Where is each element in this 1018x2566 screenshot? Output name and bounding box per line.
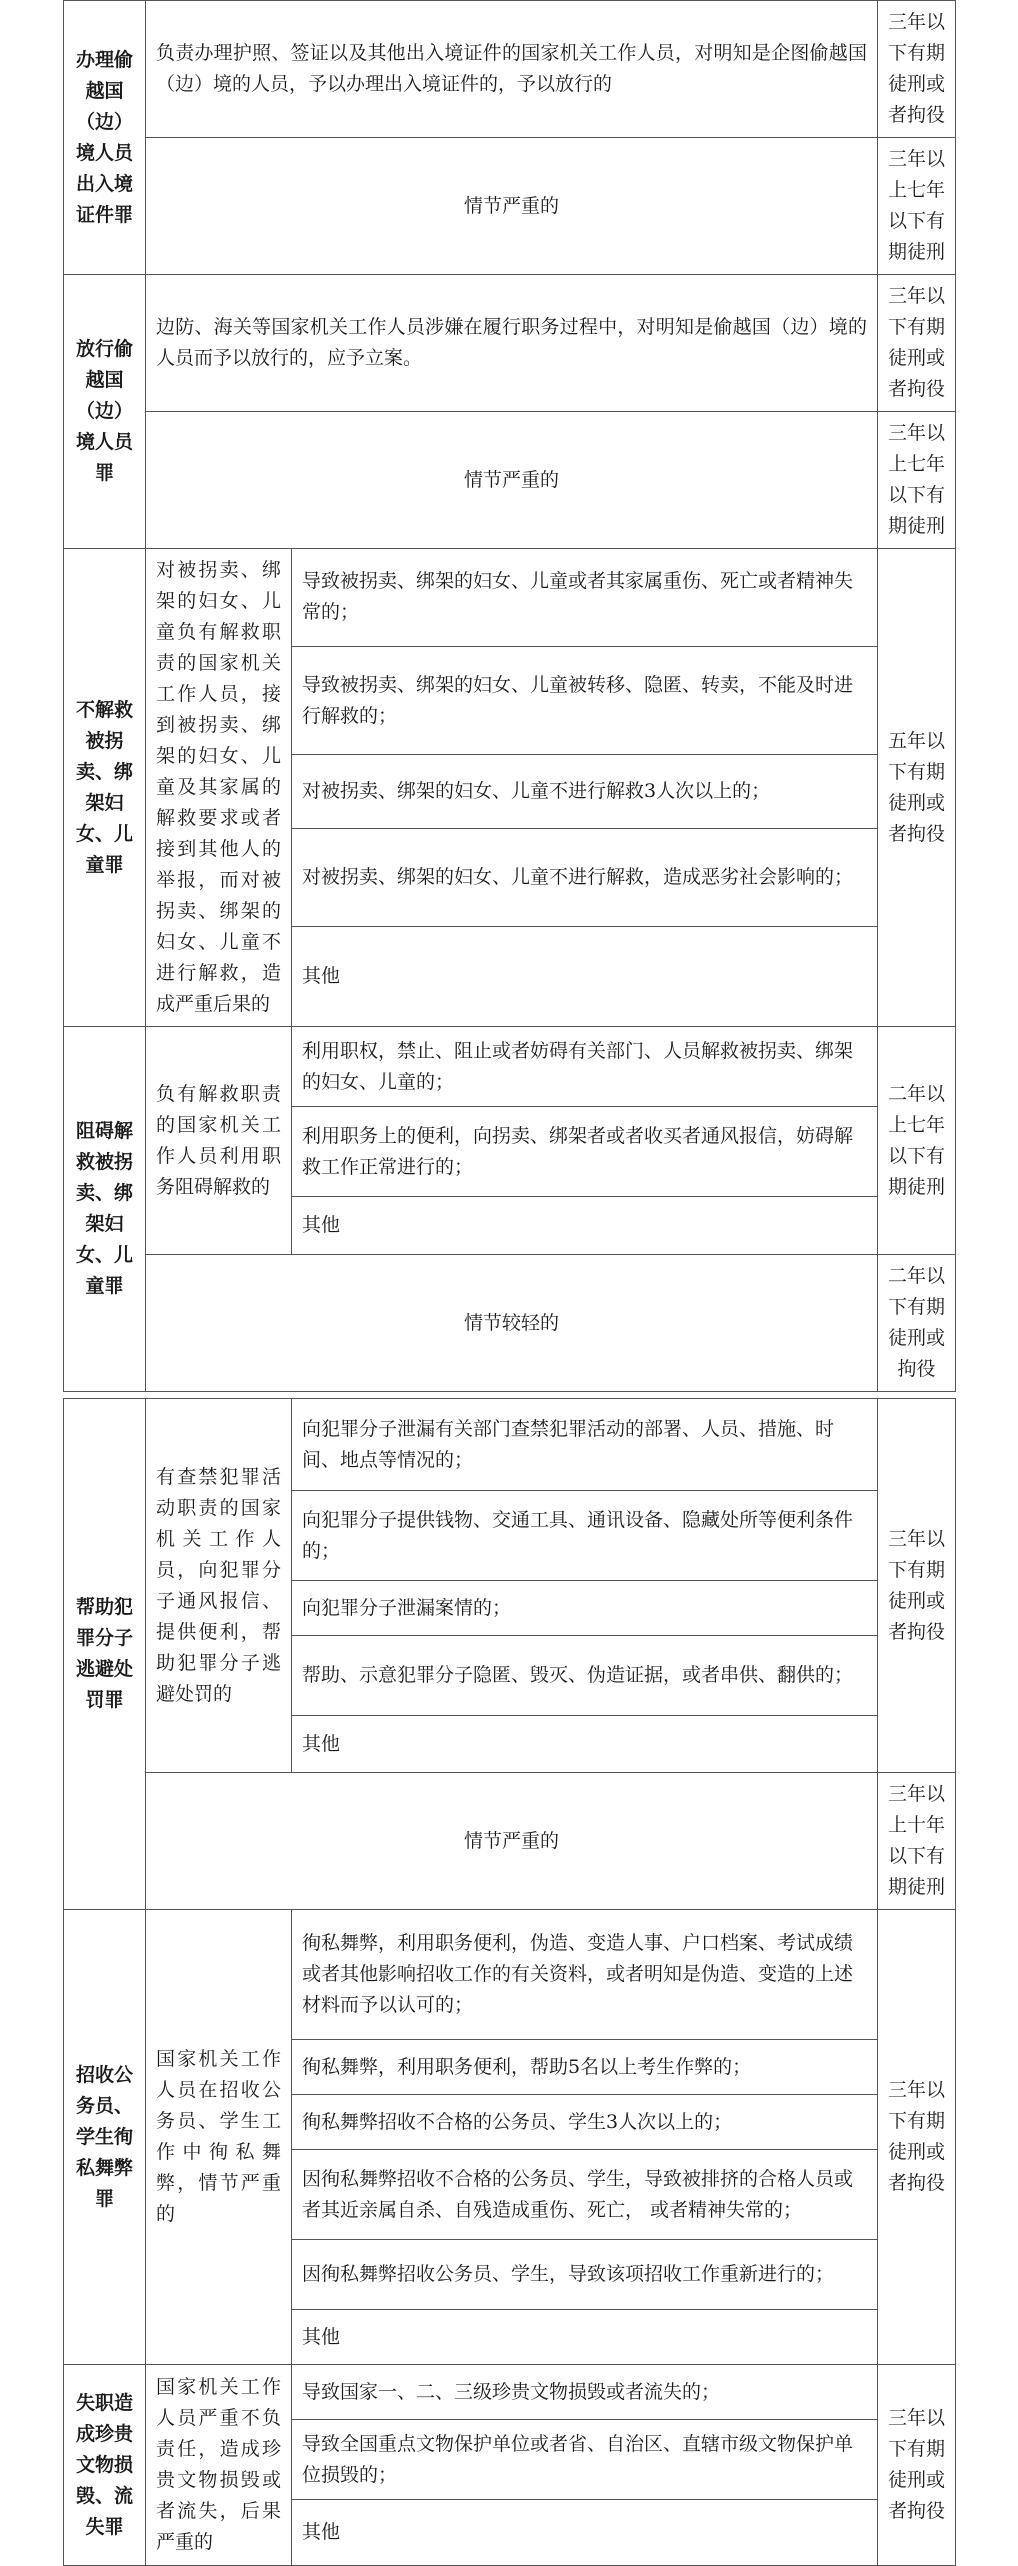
- condition-cell: 导致国家一、二、三级珍贵文物损毁或者流失的；: [292, 2365, 878, 2420]
- crime-description: 国家机关工作人员严重不负责任，造成珍贵文物损毁或者流失，后果严重的: [146, 2365, 292, 2566]
- crime-description: 边防、海关等国家机关工作人员涉嫌在履行职务过程中，对明知是偷越国（边）境的人员而予以放行的，应予立案。: [146, 275, 878, 412]
- penalty-cell: 三年以下有期徒刑或者拘役: [878, 1910, 956, 2365]
- condition-cell: 帮助、示意犯罪分子隐匿、毁灭、伪造证据，或者串供、翻供的；: [292, 1636, 878, 1716]
- crime-name: 帮助犯罪分子逃避处罚罪: [64, 1399, 146, 1910]
- penalty-cell: 三年以下有期徒刑或者拘役: [878, 1399, 956, 1773]
- severe-circumstance: 情节严重的: [146, 412, 878, 549]
- condition-cell: 因徇私舞弊招收不合格的公务员、学生，导致被排挤的合格人员或者其近亲属自杀、自残造成重伤、死亡， 或者精神失常的；: [292, 2150, 878, 2240]
- table-row: [64, 1255, 956, 1392]
- penalty-cell: 二年以上七年以下有期徒刑: [878, 1027, 956, 1255]
- crime-penalty-table: [63, 0, 956, 2566]
- severe-circumstance: 情节严重的: [146, 1773, 878, 1910]
- condition-cell: 向犯罪分子提供钱物、交通工具、通讯设备、隐藏处所等便利条件的；: [292, 1491, 878, 1581]
- table-row: [64, 412, 956, 549]
- condition-cell: 因徇私舞弊招收公务员、学生，导致该项招收工作重新进行的；: [292, 2240, 878, 2310]
- condition-cell: 向犯罪分子泄漏案情的；: [292, 1581, 878, 1636]
- table-row: [64, 275, 956, 412]
- condition-cell: 其他: [292, 2500, 878, 2566]
- table-row: [64, 1910, 956, 2040]
- condition-cell: 徇私舞弊招收不合格的公务员、学生3人次以上的；: [292, 2095, 878, 2150]
- penalty-cell: 三年以下有期徒刑或者拘役: [878, 275, 956, 412]
- table-gap: [64, 1392, 956, 1399]
- penalty-cell: 五年以下有期徒刑或者拘役: [878, 549, 956, 1027]
- crime-name: 办理偷越国（边）境人员出入境证件罪: [64, 1, 146, 275]
- condition-cell: 徇私舞弊，利用职务便利，伪造、变造人事、户口档案、考试成绩或者其他影响招收工作的有关资料，或者明知是伪造、变造的上述材料而予以认可的；: [292, 1910, 878, 2040]
- penalty-cell: 三年以上七年以下有期徒刑: [878, 138, 956, 275]
- table-row: [64, 1027, 956, 1107]
- crime-description: 负责办理护照、签证以及其他出入境证件的国家机关工作人员，对明知是企图偷越国（边）境的人员，予以办理出入境证件的，予以放行的: [146, 1, 878, 138]
- condition-cell: 对被拐卖、绑架的妇女、儿童不进行解救3人次以上的；: [292, 755, 878, 829]
- table-row: [64, 138, 956, 275]
- crime-name: 放行偷越国（边）境人员罪: [64, 275, 146, 549]
- table-row: [64, 1773, 956, 1910]
- crime-description: 对被拐卖、绑架的妇女、儿童负有解救职责的国家机关工作人员，接到被拐卖、绑架的妇女、儿童及其家属的解救要求或者接到其他人的举报，而对被拐卖、绑架的妇女、儿童不进行解救，造成严重后果的: [146, 549, 292, 1027]
- crime-description: 国家机关工作人员在招收公务员、学生工作中徇私舞弊，情节严重的: [146, 1910, 292, 2365]
- light-circumstance: 情节较轻的: [146, 1255, 878, 1392]
- crime-name: 失职造成珍贵文物损毁、流失罪: [64, 2365, 146, 2566]
- condition-cell: 导致被拐卖、绑架的妇女、儿童被转移、隐匿、转卖，不能及时进行解救的；: [292, 646, 878, 755]
- crime-name: 阻碍解救被拐卖、绑架妇女、儿童罪: [64, 1027, 146, 1392]
- penalty-cell: 二年以下有期徒刑或拘役: [878, 1255, 956, 1392]
- condition-cell: 向犯罪分子泄漏有关部门查禁犯罪活动的部署、人员、措施、时间、地点等情况的；: [292, 1399, 878, 1491]
- penalty-cell: 三年以下有期徒刑或者拘役: [878, 1, 956, 138]
- condition-cell: 徇私舞弊，利用职务便利，帮助5名以上考生作弊的；: [292, 2040, 878, 2095]
- penalty-cell: 三年以下有期徒刑或者拘役: [878, 2365, 956, 2566]
- crime-description: 负有解救职责的国家机关工作人员利用职务阻碍解救的: [146, 1027, 292, 1255]
- penalty-cell: 三年以上十年以下有期徒刑: [878, 1773, 956, 1910]
- crime-name: 招收公务员、学生徇私舞弊罪: [64, 1910, 146, 2365]
- crime-description: 有查禁犯罪活动职责的国家机关工作人员，向犯罪分子通风报信、提供便利，帮助犯罪分子逃避处罚的: [146, 1399, 292, 1773]
- table-row: [64, 1399, 956, 1491]
- condition-cell: 其他: [292, 1716, 878, 1773]
- table-row: [64, 1, 956, 138]
- condition-cell: 利用职务上的便利，向拐卖、绑架者或者收买者通风报信，妨碍解救工作正常进行的；: [292, 1107, 878, 1197]
- condition-cell: 其他: [292, 927, 878, 1027]
- penalty-cell: 三年以上七年以下有期徒刑: [878, 412, 956, 549]
- condition-cell: 其他: [292, 2310, 878, 2365]
- table-row: [64, 549, 956, 647]
- condition-cell: 利用职权，禁止、阻止或者妨碍有关部门、人员解救被拐卖、绑架的妇女、儿童的；: [292, 1027, 878, 1107]
- condition-cell: 导致被拐卖、绑架的妇女、儿童或者其家属重伤、死亡或者精神失常的；: [292, 549, 878, 647]
- condition-cell: 导致全国重点文物保护单位或者省、自治区、直辖市级文物保护单位损毁的；: [292, 2420, 878, 2500]
- severe-circumstance: 情节严重的: [146, 138, 878, 275]
- condition-cell: 其他: [292, 1197, 878, 1255]
- table-row: [64, 2365, 956, 2420]
- condition-cell: 对被拐卖、绑架的妇女、儿童不进行解救，造成恶劣社会影响的；: [292, 829, 878, 927]
- crime-name: 不解救被拐卖、绑架妇女、儿童罪: [64, 549, 146, 1027]
